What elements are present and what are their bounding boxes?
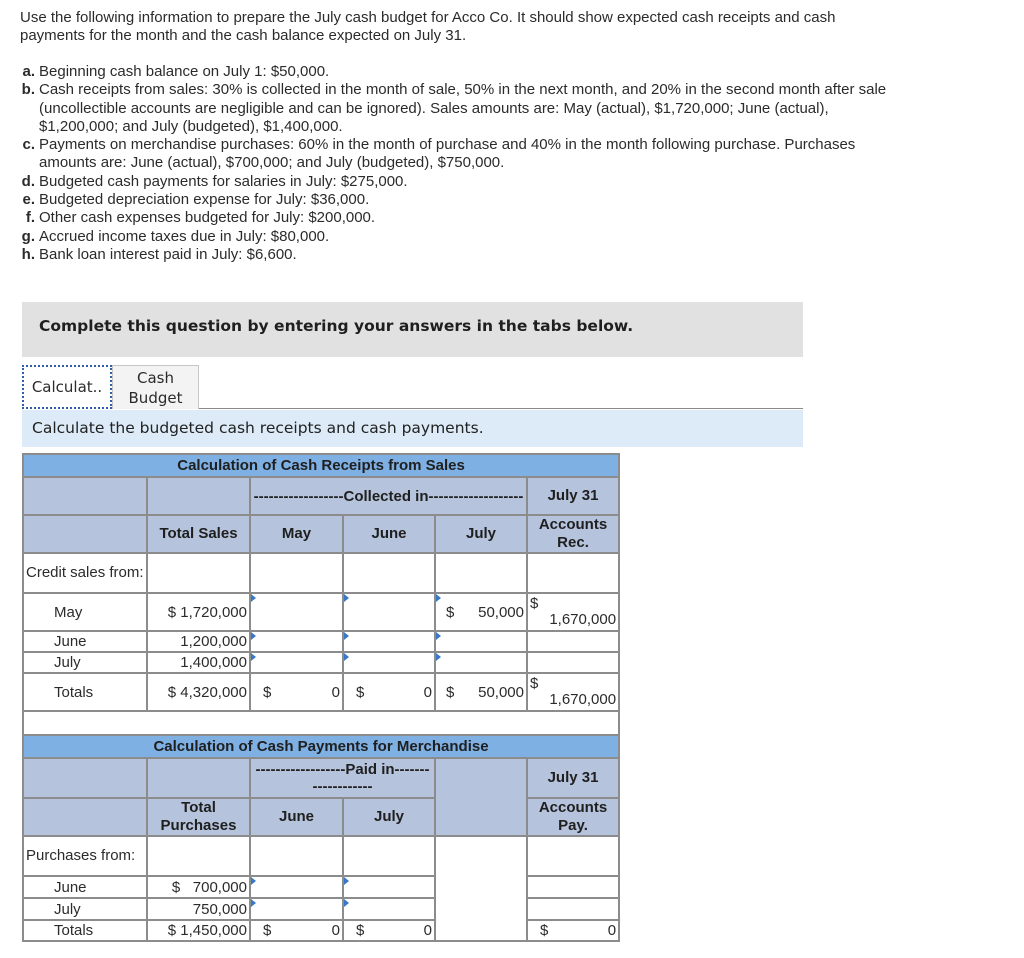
july-input[interactable]: [435, 652, 527, 673]
problem-item-b: [15, 81, 895, 136]
july31-header: July 31: [527, 758, 619, 798]
problem-item-d: [15, 173, 895, 191]
total-purchases-cell: 750,000: [147, 898, 250, 920]
july-input[interactable]: [435, 631, 527, 652]
july-input[interactable]: [343, 876, 435, 898]
item-text: Payments on merchandise purchases: 60% in the month of purchase and 40% in the month following purchase. Purchases amounts are: June (actual), $700,000; and July (budgeted), $750,000.: [39, 136, 856, 172]
june-input[interactable]: [250, 898, 343, 920]
header-row: [23, 758, 619, 798]
june-input[interactable]: [343, 652, 435, 673]
july-total: $ 0: [343, 920, 435, 941]
accounts-rec-input[interactable]: $ 1,670,000: [527, 593, 619, 631]
accounts-pay-input[interactable]: [527, 898, 619, 920]
may-input[interactable]: [250, 631, 343, 652]
may-input[interactable]: [250, 652, 343, 673]
item-text: Cash receipts from sales: 30% is collected in the month of sale, 50% in the next month, and 20% in the second month after sale (uncollectible accounts are negligible and can be ignored). Sales amounts are: May (actual), $1,720,000; June (actual), $1,200,000; and July (budgeted), $1,400,000.: [39, 81, 887, 135]
paid-in-header: ------------------Paid in-------------------: [250, 758, 435, 798]
spacer-row: [23, 711, 619, 735]
col-accounts-pay: Accounts Pay.: [527, 798, 619, 836]
credit-sales-label: Credit sales from:: [23, 553, 147, 593]
totals-label: Totals: [23, 673, 147, 711]
accounts-rec-total: $ 1,670,000: [527, 673, 619, 711]
row-label: June: [23, 631, 147, 652]
row-label: May: [23, 593, 147, 631]
col-accounts-rec: Accounts Rec.: [527, 515, 619, 553]
instructions-banner: [22, 302, 803, 357]
problem-item-e: [15, 191, 895, 209]
table-row: [23, 876, 619, 898]
cash-payments-table: [22, 734, 620, 942]
item-label: b.: [21, 81, 35, 99]
col-june: June: [343, 515, 435, 553]
total-purchases-cell: $ 700,000: [147, 876, 250, 898]
july-total: $ 50,000: [435, 673, 527, 711]
problem-item-c: [15, 136, 895, 173]
section-label-row: [23, 836, 619, 876]
total-sales-cell: $ 1,720,000: [147, 593, 250, 631]
header-row: [23, 477, 619, 515]
item-label: e.: [22, 191, 35, 209]
item-label: d.: [21, 172, 35, 190]
accounts-rec-input[interactable]: [527, 631, 619, 652]
payments-title: Calculation of Cash Payments for Merchandise: [23, 735, 619, 758]
cash-receipts-table: [22, 453, 620, 736]
item-text: Bank loan interest paid in July: $6,600.: [39, 245, 297, 263]
column-header-row: [23, 798, 619, 836]
accounts-pay-input[interactable]: [527, 876, 619, 898]
june-input[interactable]: [343, 593, 435, 631]
totals-row: [23, 920, 619, 941]
col-may: May: [250, 515, 343, 553]
total-purchases-total: $ 1,450,000: [147, 920, 250, 941]
june-input[interactable]: [343, 631, 435, 652]
table-title-row: [23, 735, 619, 758]
problem-item-a: [15, 63, 895, 81]
july-input[interactable]: [343, 898, 435, 920]
col-total-sales: Total Sales: [147, 515, 250, 553]
table-row: [23, 631, 619, 652]
col-july: July: [343, 798, 435, 836]
item-text: Other cash expenses budgeted for July: $200,000.: [39, 209, 376, 227]
item-label: f.: [25, 209, 35, 227]
totals-row: [23, 673, 619, 711]
row-label: July: [23, 652, 147, 673]
col-total-purchases: Total Purchases: [147, 798, 250, 836]
receipts-title: Calculation of Cash Receipts from Sales: [23, 454, 619, 477]
banner-text: Complete this question by entering your answers in the tabs below.: [39, 317, 634, 335]
totals-label: Totals: [23, 920, 147, 941]
problem-item-f: [15, 209, 895, 227]
may-total: $ 0: [250, 673, 343, 711]
problem-intro: Use the following information to prepare the July cash budget for Acco Co. It should show expected cash receipts and cash payments for the month and the cash balance expected on July 31.: [20, 9, 836, 44]
tab-label-line1: Cash: [137, 369, 174, 387]
column-header-row: [23, 515, 619, 553]
row-label: June: [23, 876, 147, 898]
accounts-rec-input[interactable]: [527, 652, 619, 673]
total-sales-cell: 1,200,000: [147, 631, 250, 652]
table-row: [23, 593, 619, 631]
item-text: Budgeted depreciation expense for July: $36,000.: [39, 191, 370, 209]
may-input[interactable]: [250, 593, 343, 631]
tab-cash-budget[interactable]: [112, 365, 199, 409]
accounts-pay-total: $ 0: [527, 920, 619, 941]
tab-calculation[interactable]: [22, 365, 112, 409]
item-text: Accrued income taxes due in July: $80,000.: [39, 227, 330, 245]
june-total: $ 0: [250, 920, 343, 941]
problem-item-g: [15, 228, 895, 246]
collected-in-header: ------------------Collected in-------------------: [250, 477, 527, 515]
tab-label: Calculat..: [31, 378, 103, 396]
total-sales-total: $ 4,320,000: [147, 673, 250, 711]
june-total: $ 0: [343, 673, 435, 711]
col-june: June: [250, 798, 343, 836]
instruction-text: Calculate the budgeted cash receipts and cash payments.: [32, 419, 484, 437]
table-row: [23, 898, 619, 920]
july-input[interactable]: $ 50,000: [435, 593, 527, 631]
table-row: [23, 652, 619, 673]
item-text: Budgeted cash payments for salaries in July: $275,000.: [39, 172, 408, 190]
tab-bar: [22, 363, 803, 409]
july31-header: July 31: [527, 477, 619, 515]
total-sales-cell: 1,400,000: [147, 652, 250, 673]
col-july: July: [435, 515, 527, 553]
section-label-row: [23, 553, 619, 593]
problem-items: [15, 63, 895, 264]
problem-item-h: [15, 246, 895, 264]
tab-label-line2: Budget: [128, 389, 183, 407]
item-label: g.: [21, 227, 35, 245]
item-text: Beginning cash balance on July 1: $50,000.: [39, 63, 330, 80]
table-title-row: [23, 454, 619, 477]
item-label: h.: [21, 245, 35, 263]
purchases-from-label: Purchases from:: [23, 836, 147, 876]
june-input[interactable]: [250, 876, 343, 898]
tab-instruction: [22, 410, 803, 447]
row-label: July: [23, 898, 147, 920]
item-label: a.: [22, 63, 35, 80]
item-label: c.: [22, 136, 35, 154]
